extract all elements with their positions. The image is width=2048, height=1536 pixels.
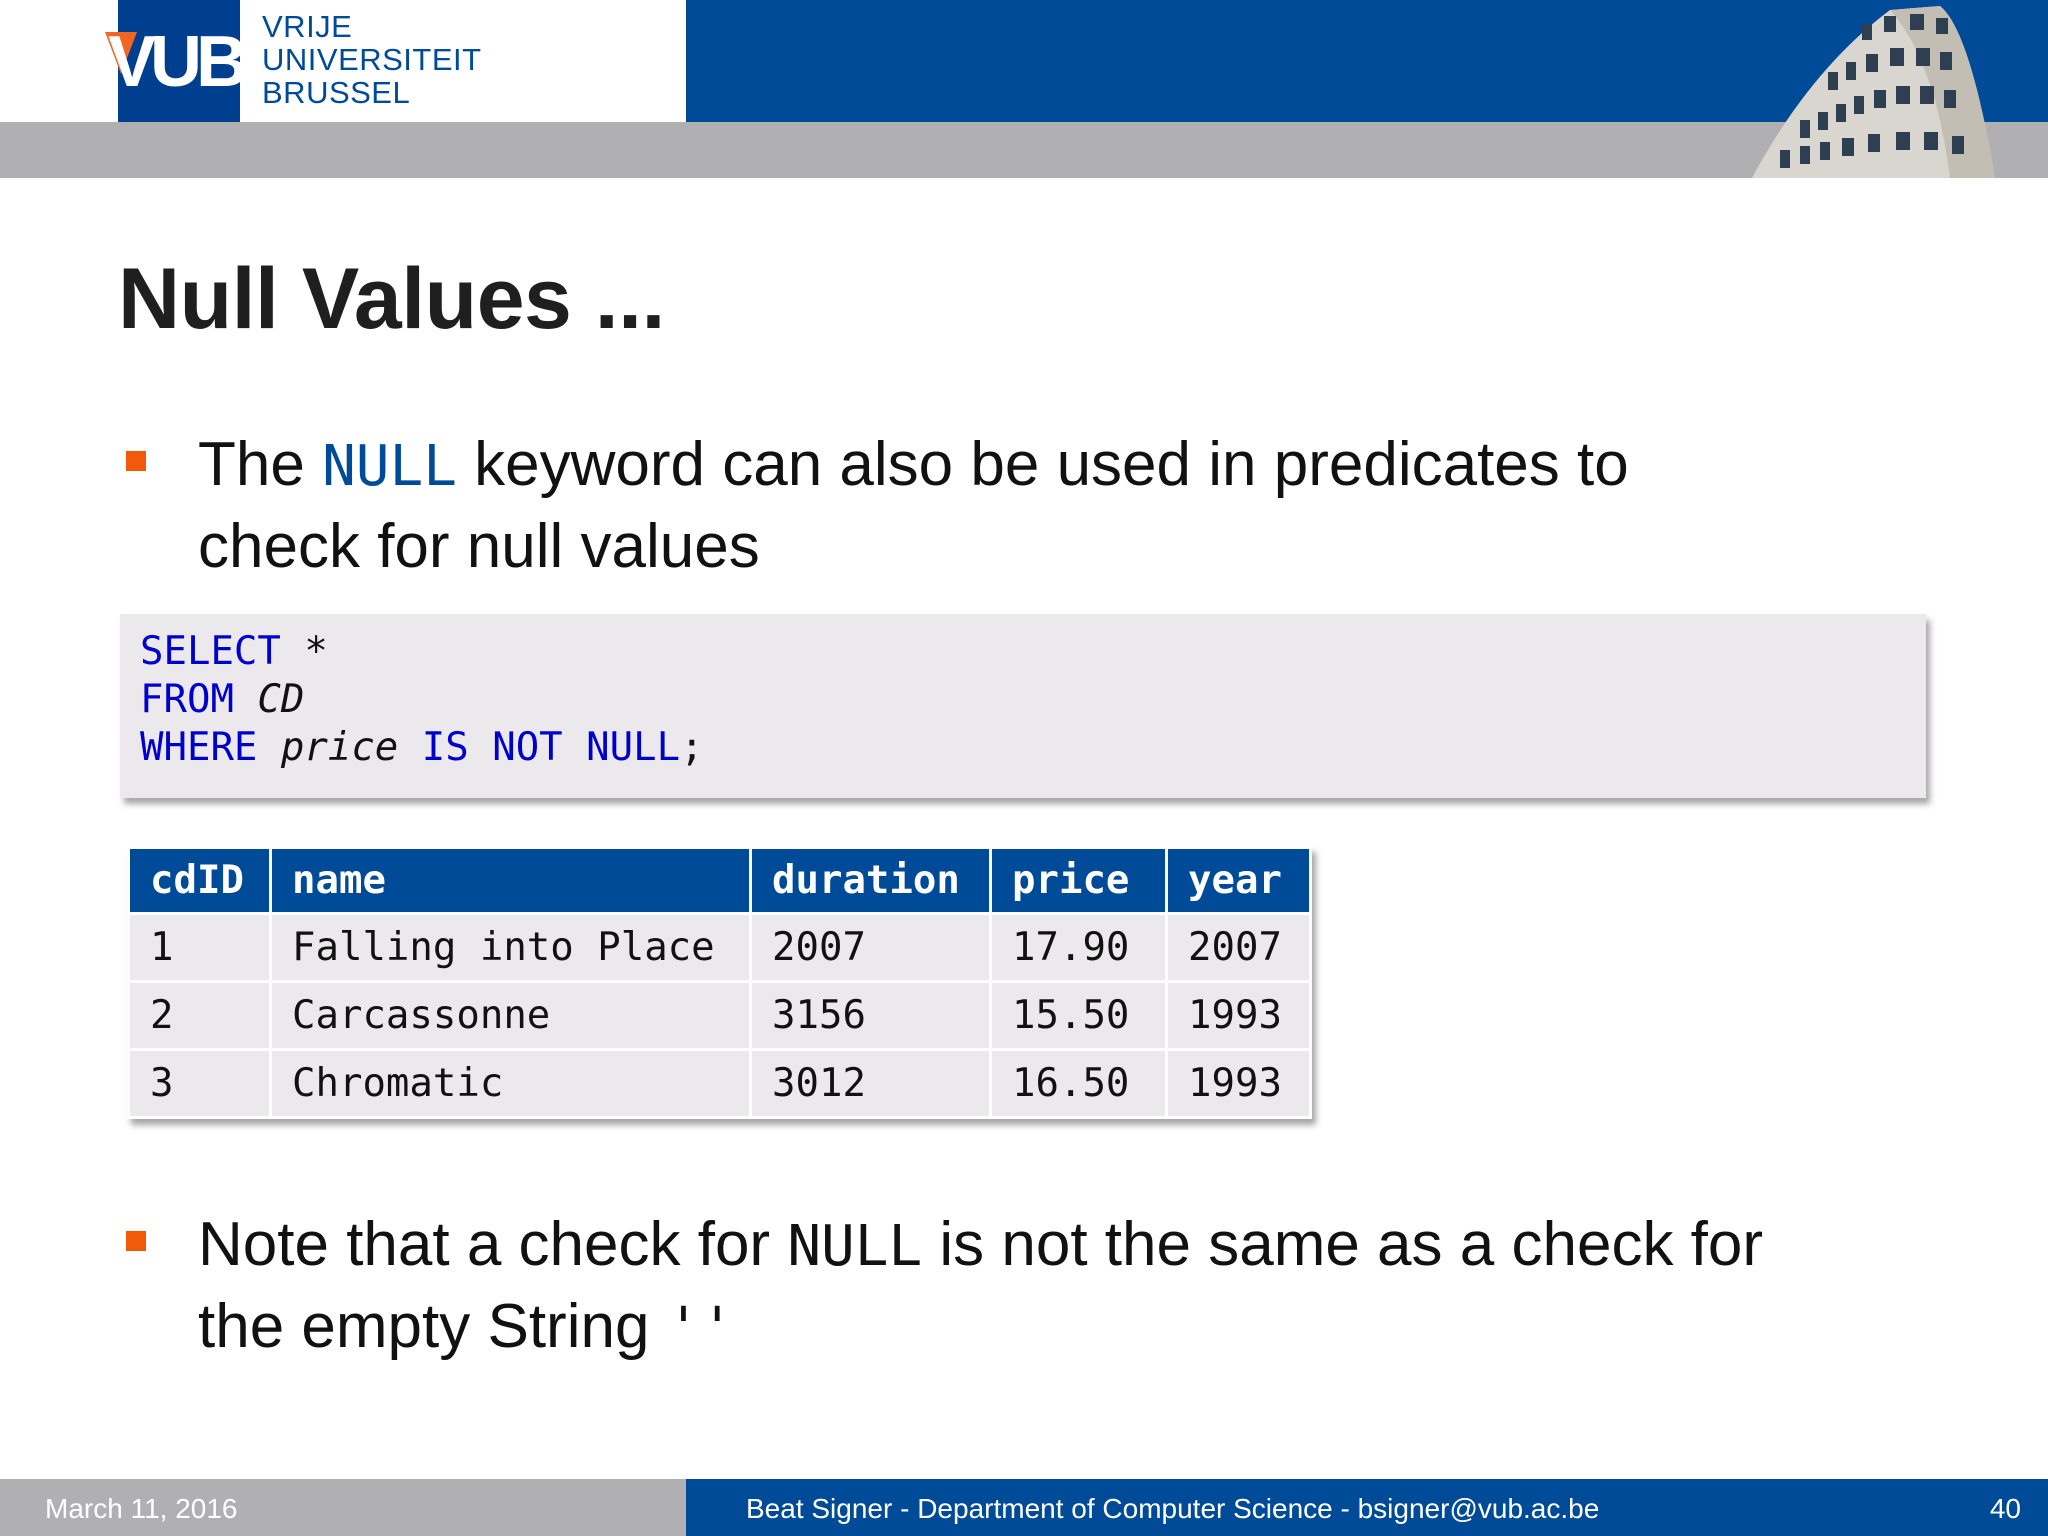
university-name-line-2: UNIVERSITEIT [262, 42, 482, 77]
result-table [127, 846, 1312, 1119]
bullet-1-post: keyword can also be used in predicates to [456, 430, 1629, 499]
column-header-name: name [271, 848, 751, 914]
bullet-text-2 [198, 1205, 1763, 1369]
code-line-1 [140, 628, 1926, 676]
column-header-year: year [1167, 848, 1311, 914]
university-name [262, 10, 482, 109]
code-kw-from: FROM [140, 677, 234, 722]
table-header-row [129, 848, 1311, 914]
footer-author: Beat Signer - Department of Computer Science - bsigner@vub.ac.be [746, 1493, 1600, 1524]
code-semicolon: ; [680, 725, 704, 770]
bullet-1-line-2: check for null values [198, 512, 760, 581]
bullet-2-code: NULL [787, 1214, 923, 1279]
table-cell: 1 [129, 914, 271, 982]
sql-code-block [120, 614, 1926, 798]
university-name-line-1: VRIJE [262, 9, 353, 44]
bullet-2-post: is not the same as a check for [922, 1210, 1764, 1279]
bullet-text-1 [198, 425, 1629, 587]
table-cell: Falling into Place [271, 914, 751, 982]
table-cell: 2007 [751, 914, 991, 982]
table-row [129, 914, 1311, 982]
table-cell: Carcassonne [271, 982, 751, 1050]
table-cell: Chromatic [271, 1050, 751, 1118]
table-cell: 2 [129, 982, 271, 1050]
table-cell: 3 [129, 1050, 271, 1118]
code-line-2 [140, 676, 1926, 724]
table-cell: 3156 [751, 982, 991, 1050]
university-name-line-3: BRUSSEL [262, 75, 411, 110]
table-cell: 1993 [1167, 982, 1311, 1050]
slide-title: Null Values ... [118, 251, 665, 347]
bullet-2-pre: Note that a check for [198, 1210, 788, 1279]
table-cell: 15.50 [991, 982, 1167, 1050]
bullet-marker-2 [126, 1231, 146, 1251]
bullet-marker-1 [126, 451, 146, 471]
bullet-1-pre: The [198, 430, 323, 499]
result-table-wrapper [127, 846, 1312, 1119]
table-row [129, 1050, 1311, 1118]
code-line-3 [140, 724, 1926, 772]
code-select-rest: * [280, 629, 328, 674]
code-kw-is-not-null: IS NOT NULL [421, 725, 681, 770]
column-header-cdid: cdID [129, 848, 271, 914]
table-cell: 2007 [1167, 914, 1311, 982]
table-cell: 16.50 [991, 1050, 1167, 1118]
code-kw-where: WHERE [140, 725, 258, 770]
table-row [129, 982, 1311, 1050]
bullet-2-empty-string: '' [666, 1296, 735, 1361]
code-column-name: price [280, 725, 399, 770]
code-kw-select: SELECT [140, 629, 281, 674]
page-number: 40 [1989, 1493, 2021, 1524]
table-cell: 3012 [751, 1050, 991, 1118]
logo-mark: VUB [108, 22, 243, 102]
table-cell: 1993 [1167, 1050, 1311, 1118]
building-photo-icon [1740, 0, 2000, 178]
footer-date: March 11, 2016 [45, 1493, 238, 1524]
column-header-duration: duration [751, 848, 991, 914]
column-header-price: price [991, 848, 1167, 914]
bullet-1-code: NULL [322, 434, 457, 499]
code-table-name: CD [257, 677, 305, 722]
table-cell: 17.90 [991, 914, 1167, 982]
bullet-2-line-2: the empty String [198, 1292, 667, 1361]
